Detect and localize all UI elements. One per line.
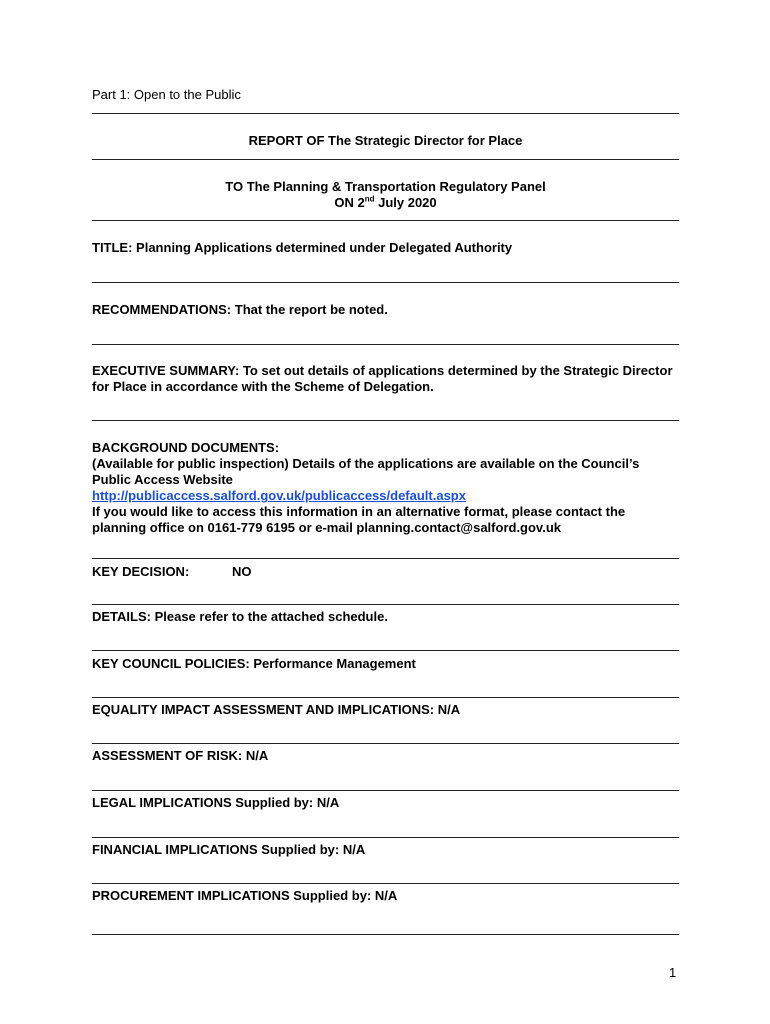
divider xyxy=(92,159,679,160)
key-decision xyxy=(92,564,679,580)
divider xyxy=(92,558,679,559)
divider xyxy=(92,697,679,698)
details: DETAILS: Please refer to the attached schedule. xyxy=(92,609,388,624)
financial-implications: FINANCIAL IMPLICATIONS Supplied by: N/A xyxy=(92,842,366,857)
to-line: TO The Planning & Transportation Regulatory Panel xyxy=(225,179,546,194)
part-label: Part 1: Open to the Public xyxy=(92,87,241,102)
procurement-implications: PROCUREMENT IMPLICATIONS Supplied by: N/A xyxy=(92,888,398,903)
legal-implications: LEGAL IMPLICATIONS Supplied by: N/A xyxy=(92,795,340,810)
divider xyxy=(92,220,679,221)
key-decision-label: KEY DECISION: xyxy=(92,564,190,579)
divider xyxy=(92,934,679,935)
date-ordinal: nd xyxy=(364,194,375,204)
divider xyxy=(92,650,679,651)
page-number: 1 xyxy=(669,965,677,980)
meeting-date xyxy=(92,195,679,211)
executive-summary: EXECUTIVE SUMMARY: To set out details of applications determined by the Strategic Director for Place in accordance with the Scheme of Delegation. xyxy=(92,363,673,394)
date-suffix: July 2020 xyxy=(374,195,437,210)
background-availability: (Available for public inspection) Details of the applications are available on the Council’s Public Access Website xyxy=(92,456,640,487)
divider xyxy=(92,837,679,838)
divider xyxy=(92,790,679,791)
divider xyxy=(92,344,679,345)
key-council-policies: KEY COUNCIL POLICIES: Performance Management xyxy=(92,656,416,671)
public-access-link[interactable]: http://publicaccess.salford.gov.uk/publicaccess/default.aspx xyxy=(92,488,466,503)
divider xyxy=(92,113,679,114)
recommendations: RECOMMENDATIONS: That the report be noted. xyxy=(92,302,388,317)
divider xyxy=(92,282,679,283)
report-of: REPORT OF The Strategic Director for Place xyxy=(248,133,523,148)
divider xyxy=(92,883,679,884)
assessment-of-risk: ASSESSMENT OF RISK: N/A xyxy=(92,748,269,763)
date-prefix: ON 2 xyxy=(334,195,365,210)
key-decision-value: NO xyxy=(232,564,252,579)
divider xyxy=(92,604,679,605)
alternative-format-note: If you would like to access this information in an alternative format, please contact the planning office on 0161-779 6195 or e-mail planning.contact@salford.gov.uk xyxy=(92,504,626,535)
divider xyxy=(92,420,679,421)
background-documents xyxy=(92,440,679,536)
background-heading: BACKGROUND DOCUMENTS: xyxy=(92,440,280,455)
divider xyxy=(92,743,679,744)
title: TITLE: Planning Applications determined under Delegated Authority xyxy=(92,240,513,255)
equality-impact: EQUALITY IMPACT ASSESSMENT AND IMPLICATIONS: N/A xyxy=(92,702,461,717)
